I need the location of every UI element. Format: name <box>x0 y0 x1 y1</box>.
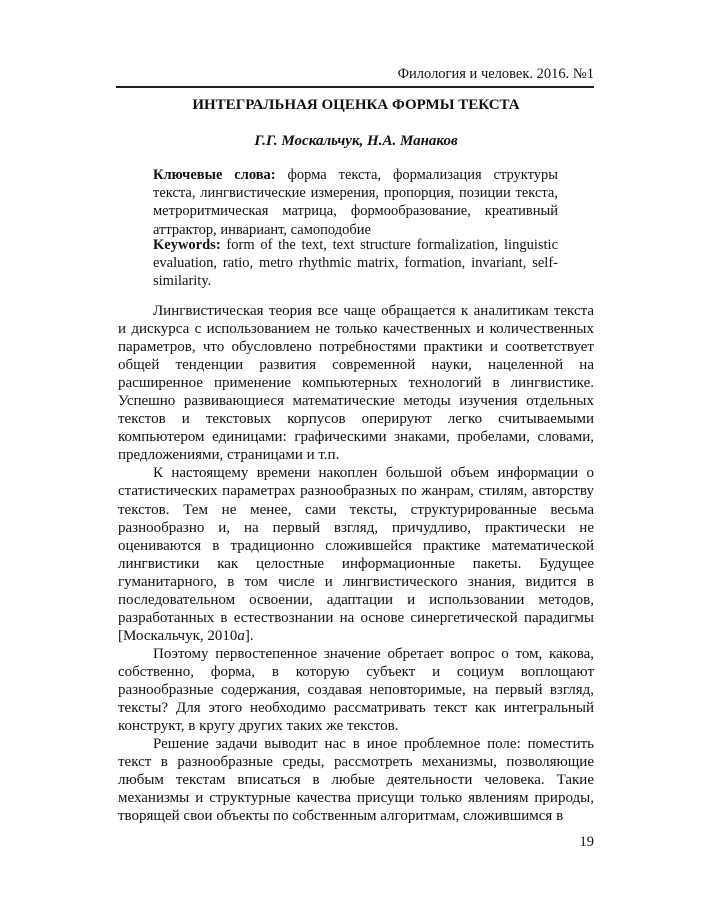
keywords-ru-text: форма текста, формализация структуры текста, лингвистические измерения, пропорция, позиции текста, метроритмическая матрица, формообразование, креативный аттрактор, инвариант, самоподобие <box>153 167 559 238</box>
running-head: Филология и человек. 2016. №1 <box>397 66 594 82</box>
article-title: ИНТЕГРАЛЬНАЯ ОЦЕНКА ФОРМЫ ТЕКСТА <box>192 97 520 113</box>
article-body <box>118 302 594 825</box>
body-paragraph-1: Лингвистическая теория все чаще обращается к аналитикам текста и дискурса с использованием не только качественных и количественных параметров, что обусловлено потребностями практики и соответствует общей тенденции развития современной науки, нацеленной на расширенное применение компьютерных технологий в лингвистике. Успешно развивающиеся математические методы изучения отдельных текстов и текстовых корпусов оперируют легко считываемыми компьютером единицами: графическими знаками, пробелами, словами, предложениями, страницами и т.п. <box>118 303 594 464</box>
page-number: 19 <box>579 834 594 850</box>
body-paragraph-4: Решение задачи выводит нас в иное проблемное поле: поместить текст в разнообразные среды, рассмотреть механизмы, позволяющие любым текстам вписаться в любые деятельности человека. Такие механизмы и структурные качества присущи только явлениям природы, творящей свои объекты по собственным алгоритмам, сложившимся в <box>118 736 594 825</box>
keywords-ru-label: Ключевые слова: <box>153 167 276 183</box>
citation-close: ]. <box>244 627 254 644</box>
keywords-en-text: form of the text, text structure formalization, linguistic evaluation, ratio, metro rhythmic matrix, formation, invariant, self-similarity. <box>153 237 559 290</box>
article-authors: Г.Г. Москальчук, Н.А. Манаков <box>254 133 458 149</box>
keywords-en-label: Keywords: <box>153 237 221 253</box>
citation-suffix: а <box>237 627 245 644</box>
paragraph-2-text: К настоящему времени накоплен большой объем информации о статистических параметрах разнообразных по жанрам, стилям, авторству текстов. Тем не менее, сами тексты, структурированные весьма разнообразно и, на первый взгляд, причудливо, практически не оцениваются в традиционно сложившейся практике математической лингвистики как целостные информационные пакеты. Будущее гуманитарного, в том числе и лингвистического знания, видится в последовательном освоении, адаптации и использовании методов, разработанных в естествознании на основе синергетической парадигмы [Москальчук, 2010 <box>118 465 594 644</box>
body-paragraph-2 <box>118 464 594 644</box>
header-rule <box>116 86 594 88</box>
body-paragraph-3: Поэтому первостепенное значение обретает вопрос о том, какова, собственно, форма, в которую субъект и социум воплощают разнообразные содержания, создавая неповторимые, на первый взгляд, тексты? Для этого необходимо рассматривать текст как интегральный конструкт, в кругу других таких же текстов. <box>118 645 594 735</box>
keywords-en <box>153 236 558 291</box>
keywords-ru <box>153 166 558 239</box>
